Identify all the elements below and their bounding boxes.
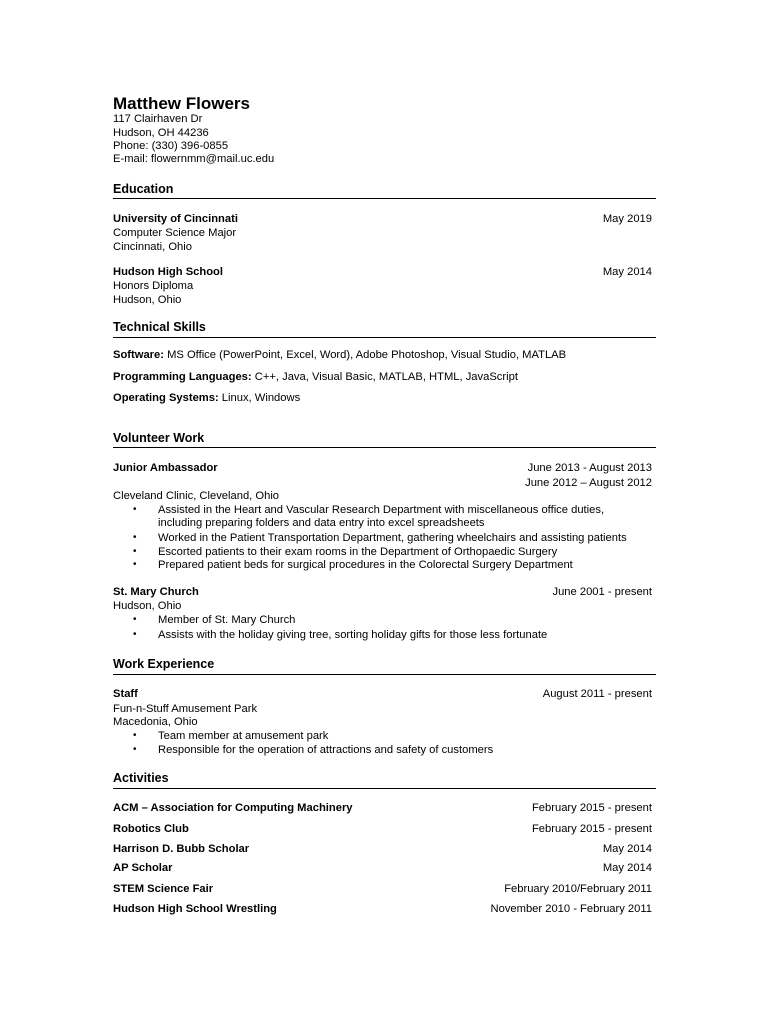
bullet-text: Responsible for the operation of attractions and safety of customers	[158, 744, 494, 756]
bullet-text: including preparing folders and data entry into excel spreadsheets	[158, 517, 485, 529]
phone-line: Phone: (330) 396-0855	[113, 140, 229, 152]
education-date: May 2019	[602, 213, 652, 225]
activity-date: February 2015 - present	[531, 823, 652, 835]
skills-value: Linux, Windows	[218, 392, 301, 404]
bullet-icon: •	[133, 559, 137, 570]
work-rule	[113, 674, 656, 675]
education-heading: Education	[113, 182, 174, 196]
skills-label: Programming Languages:	[113, 371, 252, 383]
work-location: Macedonia, Ohio	[113, 716, 198, 728]
bullet-text: Worked in the Patient Transportation Department, gathering wheelchairs and assisting patients	[158, 532, 627, 544]
activity-name: Hudson High School Wrestling	[113, 903, 277, 915]
bullet-icon: •	[133, 629, 137, 640]
work-title: Staff	[113, 688, 138, 700]
education-location: Hudson, Ohio	[113, 294, 182, 306]
bullet-text: Assisted in the Heart and Vascular Research Department with miscellaneous office duties,	[158, 504, 605, 516]
activity-date: February 2010/February 2011	[504, 883, 652, 895]
skills-label: Operating Systems:	[113, 392, 219, 404]
volunteer-heading: Volunteer Work	[113, 431, 205, 445]
bullet-icon: •	[133, 546, 137, 557]
skills-rule	[113, 337, 656, 338]
activity-name: Robotics Club	[113, 823, 189, 835]
education-location: Cincinnati, Ohio	[113, 241, 192, 253]
activity-date: May 2014	[602, 862, 652, 874]
skills-row-software	[113, 349, 566, 361]
education-detail: Honors Diploma	[113, 280, 194, 292]
work-date: August 2011 - present	[542, 688, 652, 700]
email-line: E-mail: flowernmm@mail.uc.edu	[113, 153, 275, 165]
bullet-text: Prepared patient beds for surgical procedures in the Colorectal Surgery Department	[158, 559, 573, 571]
work-heading: Work Experience	[113, 657, 215, 671]
education-school: University of Cincinnati	[113, 213, 238, 225]
bullet-text: Assists with the holiday giving tree, sorting holiday gifts for those less fortunate	[158, 629, 548, 641]
volunteer-rule	[113, 447, 656, 448]
activities-rule	[113, 788, 656, 789]
education-date: May 2014	[602, 266, 652, 278]
volunteer-org: Cleveland Clinic, Cleveland, Ohio	[113, 490, 280, 502]
activity-name: Harrison D. Bubb Scholar	[113, 843, 250, 855]
bullet-text: Escorted patients to their exam rooms in the Department of Orthopaedic Surgery	[158, 546, 558, 558]
activity-date: November 2010 - February 2011	[490, 903, 652, 915]
education-detail: Computer Science Major	[113, 227, 237, 239]
activities-heading: Activities	[113, 771, 169, 785]
work-org: Fun-n-Stuff Amusement Park	[113, 703, 258, 715]
education-school: Hudson High School	[113, 266, 224, 278]
address-line-1: 117 Clairhaven Dr	[113, 113, 203, 125]
volunteer-org: Hudson, Ohio	[113, 600, 182, 612]
skills-heading: Technical Skills	[113, 320, 206, 334]
volunteer-date: June 2012 – August 2012	[525, 477, 652, 489]
activity-name: ACM – Association for Computing Machinery	[113, 802, 353, 814]
volunteer-date: June 2013 - August 2013	[527, 462, 652, 474]
skills-value: C++, Java, Visual Basic, MATLAB, HTML, JavaScript	[251, 371, 518, 383]
bullet-icon: •	[133, 730, 137, 741]
activity-date: February 2015 - present	[531, 802, 652, 814]
skills-value: MS Office (PowerPoint, Excel, Word), Adobe Photoshop, Visual Studio, MATLAB	[163, 349, 567, 361]
skills-label: Software:	[113, 349, 164, 361]
skills-row-languages	[113, 371, 518, 383]
volunteer-title: St. Mary Church	[113, 586, 199, 598]
education-rule	[113, 198, 656, 199]
bullet-icon: •	[133, 532, 137, 543]
address-line-2: Hudson, OH 44236	[113, 127, 209, 139]
volunteer-title: Junior Ambassador	[113, 462, 218, 474]
resume-name: Matthew Flowers	[113, 94, 250, 113]
activity-date: May 2014	[602, 843, 652, 855]
bullet-icon: •	[133, 744, 137, 755]
skills-row-os	[113, 392, 300, 404]
activity-name: STEM Science Fair	[113, 883, 214, 895]
bullet-icon: •	[133, 614, 137, 625]
activity-name: AP Scholar	[113, 862, 173, 874]
bullet-text: Member of St. Mary Church	[158, 614, 296, 626]
bullet-text: Team member at amusement park	[158, 730, 329, 742]
volunteer-date: June 2001 - present	[552, 586, 652, 598]
bullet-icon: •	[133, 504, 137, 515]
